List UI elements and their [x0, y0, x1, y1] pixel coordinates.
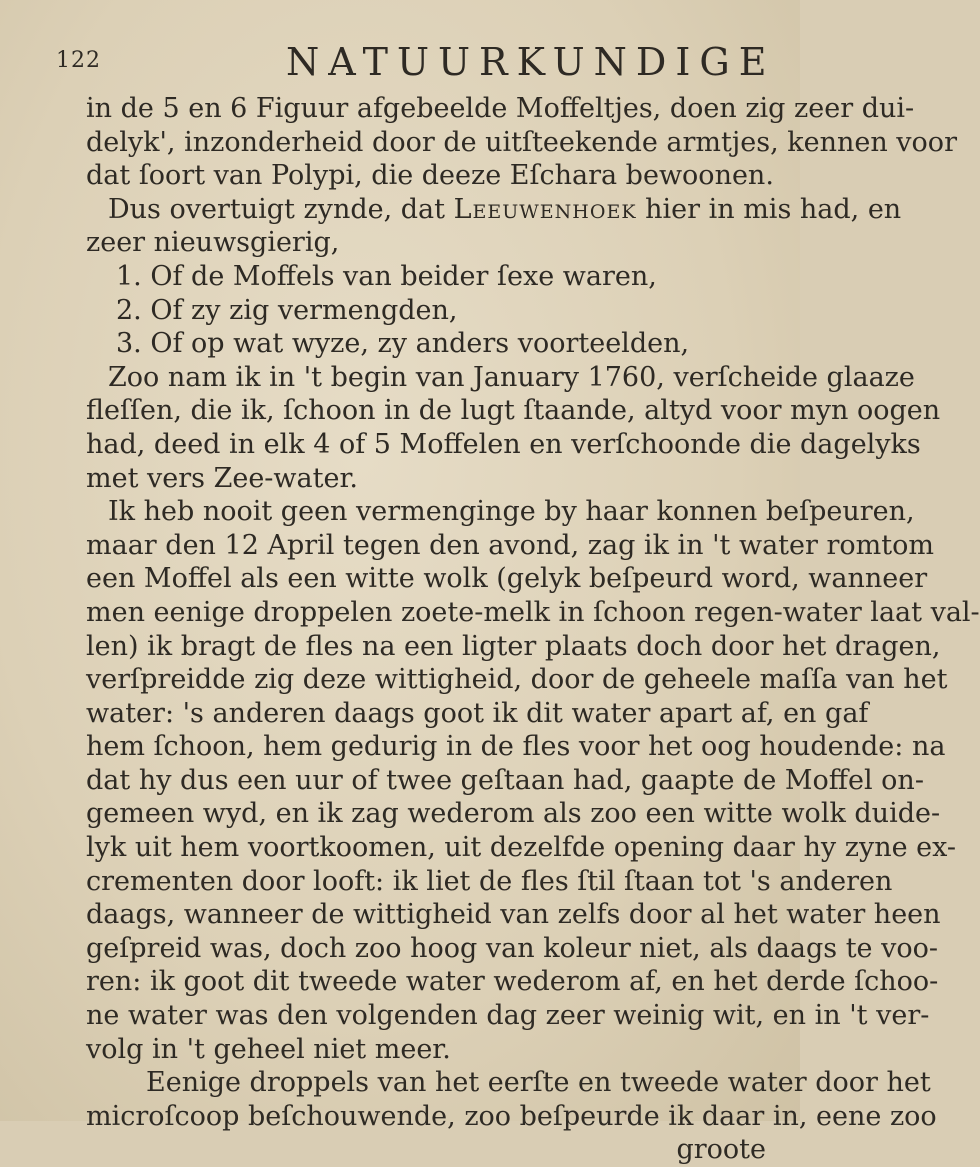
text-line: fleſſen, die ik, ſchoon in de lugt ſtaande, altyd voor myn oogen — [86, 395, 941, 427]
text-line: microſcoop beſchouwende, zoo beſpeurde ik daar in, eene zoo — [86, 1100, 937, 1132]
text-line: Ik heb nooit geen vermenginge by haar konnen beſpeuren, — [108, 496, 915, 528]
list-item: 2. Of zy zig vermengden, — [116, 294, 458, 326]
text-line: ren: ik goot dit tweede water wederom af, en het derde ſchoo- — [86, 966, 939, 998]
text-line: maar den 12 April tegen den avond, zag ik in 't water romtom — [86, 529, 934, 561]
text-line: Eenige droppels van het eerſte en tweede water door het — [146, 1067, 931, 1099]
text-line: hem ſchoon, hem gedurig in de fles voor het oog houdende: na — [86, 731, 946, 763]
page-header — [56, 40, 776, 84]
body-text — [86, 92, 980, 1167]
list-item: 3. Of op wat wyze, zy anders voorteelden, — [116, 328, 690, 360]
text-line: dat ſoort van Polypi, die deeze Eſchara bewoonen. — [86, 160, 774, 192]
text-line: geſpreid was, doch zoo hoog van koleur niet, als daags te voo- — [86, 932, 938, 964]
text-line: een Moffel als een witte wolk (gelyk beſpeurd word, wanneer — [86, 563, 928, 595]
text-line: Zoo nam ik in 't begin van January 1760, verſcheide glaaze — [108, 361, 915, 393]
text-line: in de 5 en 6 Figuur afgebeelde Moffeltjes, doen zig zeer dui- — [86, 93, 915, 124]
text-line: dat hy dus een uur of twee geſtaan had, gaapte de Moffel on- — [86, 764, 924, 796]
text-line: gemeen wyd, en ik zag wederom als zoo een witte wolk duide- — [86, 798, 941, 830]
text-line: men eenige droppelen zoete-melk in ſchoon regen-water laat val- — [86, 596, 980, 628]
text-line: delyk', inzonderheid door de uitſteekende armtjes, kennen voor — [86, 126, 957, 158]
text-line: lyk uit hem voortkoomen, uit dezelfde opening daar hy zyne ex- — [86, 832, 957, 864]
text-line: len) ik bragt de fles na een ligter plaats doch door het dragen, — [86, 630, 941, 662]
text-line: zeer nieuwsgierig, — [86, 227, 340, 259]
text-line: water: 's anderen daags goot ik dit water apart af, en gaf — [86, 697, 869, 729]
list-item: 1. Of de Moffels van beider ſexe waren, — [116, 260, 657, 292]
text-line: had, deed in elk 4 of 5 Moffelen en verſchoonde die dagelyks — [86, 428, 921, 460]
text-line: ne water was den volgenden dag zeer weinig wit, en in 't ver- — [86, 1000, 930, 1032]
text-line — [86, 193, 902, 227]
text-line: volg in 't geheel niet meer. — [86, 1033, 451, 1065]
text-line: verſpreidde zig deze wittigheid, door de geheele maſſa van het — [86, 664, 948, 696]
text-line: daags, wanneer de wittigheid van zelfs door al het water heen — [86, 899, 941, 931]
author-name: Leeuwenhoek — [453, 193, 637, 225]
text-line: crementen door looft: ik liet de fles ſtil ſtaan tot 's anderen — [86, 865, 893, 897]
page-number: 122 — [56, 48, 101, 73]
catchword: groote — [676, 1134, 766, 1166]
running-head: NATUURKUNDIGE — [286, 40, 776, 84]
text-fragment: Dus overtuigt zynde, dat — [108, 193, 445, 225]
text-fragment: hier in mis had, en — [645, 193, 902, 225]
text-line: met vers Zee-water. — [86, 462, 358, 494]
